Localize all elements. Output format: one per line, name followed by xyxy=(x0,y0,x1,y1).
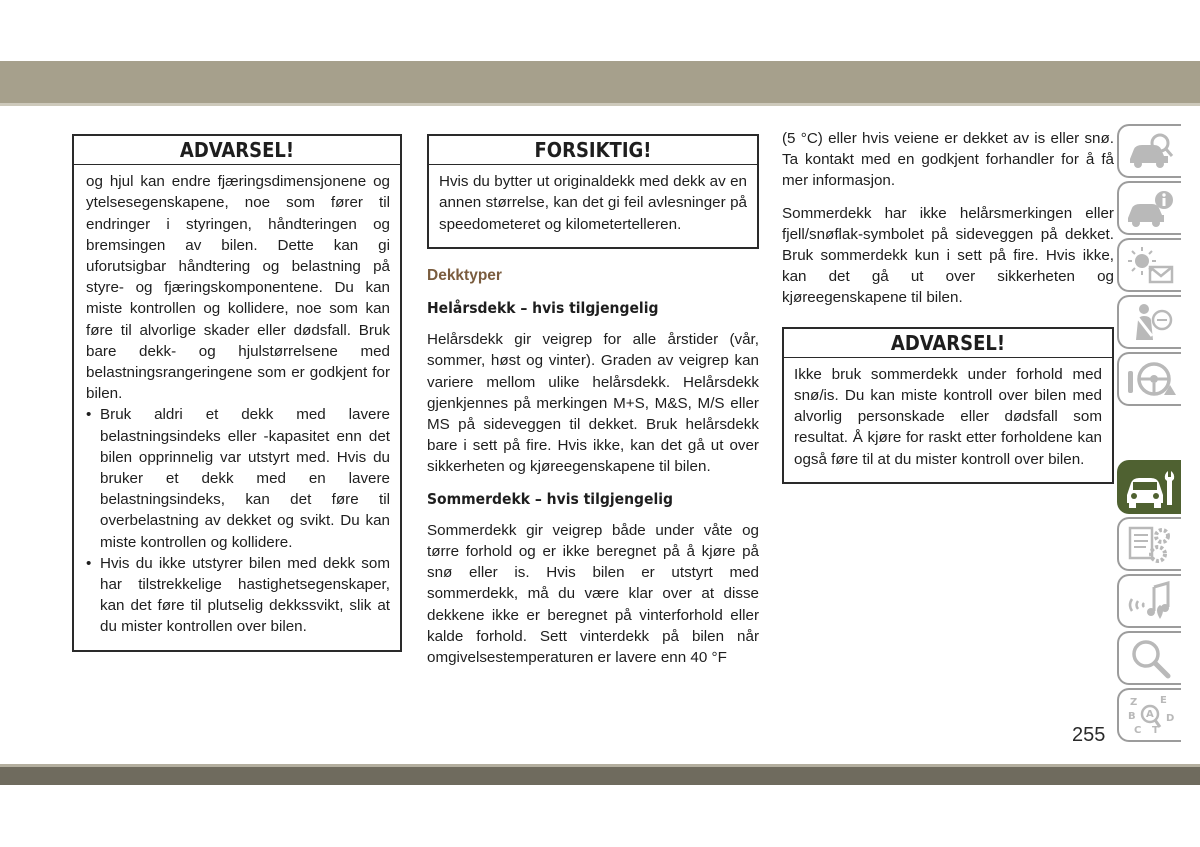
allseason-paragraph: Helårsdekk gir veigrep for alle årstider (vår, sommer, høst og vinter). Graden av veigrep kan variere mellom ulike helårsdekk. Helårsdekk gjenkjennes på merkingen M+S, M&S, M/S eller MS på sideveggen til dekket. Bruk helårsdekk bare i sett på fire. Hvis ikke, kan det gå ut over sikkerheten og kjøreegenskapene til bilen. xyxy=(427,331,759,476)
tab-car-magnifier[interactable] xyxy=(1117,124,1181,178)
svg-text:B: B xyxy=(1128,711,1136,722)
footer-band xyxy=(0,767,1200,785)
svg-text:T: T xyxy=(1152,725,1159,736)
warning-text: Ikke bruk sommerdekk under forhold med snø/is. Du kan miste kontroll over bilen med alvorlig personskade eller dødsfall som resultat. Å kjøre for raskt etter forholdene kan også føre til at du mister kontroll over bilen. xyxy=(794,365,1102,468)
tab-search[interactable] xyxy=(1117,631,1181,685)
warning-lights-icon xyxy=(1124,243,1176,287)
warning-bullet: • Bruk aldri et dekk med lavere belastningsindeks eller -kapasitet enn det bilen opprinnelig var utstyrt med. Hvis du bruker et dekk med en lavere belastningsindeks, kan det føre til overbelastning av dekket og svikt. Du kan miste kontrollen og kollidere. xyxy=(86,404,390,552)
alphabet-index-icon xyxy=(1124,693,1176,737)
warning-title: ADVARSEL! xyxy=(784,329,1112,358)
car-magnifier-icon xyxy=(1124,129,1176,173)
svg-text:D: D xyxy=(1166,713,1175,724)
page-number: 255 xyxy=(1072,724,1106,746)
column-3 xyxy=(782,128,1114,484)
warning-box-2 xyxy=(782,327,1114,484)
svg-text:Z: Z xyxy=(1130,697,1138,708)
allseason-heading: Helårsdekk – hvis tilgjengelig xyxy=(427,299,659,318)
tab-car-wrench-active[interactable] xyxy=(1117,460,1181,514)
tab-steering-wheel[interactable] xyxy=(1117,352,1181,406)
warning-continuation-text: og hjul kan endre fjæringsdimensjonene og ytelsesegenskapene, noe som fører til endringer i styringen, håndteringen og bremsingen av bilen. Dette kan gi uforutsigbar håndtering og belastning på styre- og fjæringskomponentene. Du kan miste kontrollen og kollidere, noe som kan føre til alvorlige skader eller dødsfall. Bruk bare dekk- og hjulstørrelsene med belastningsrangeringene som er godkjent for bilen. xyxy=(86,173,390,403)
search-magnifier-icon xyxy=(1124,636,1176,680)
tab-multimedia[interactable] xyxy=(1117,574,1181,628)
specifications-gear-icon xyxy=(1124,522,1176,566)
tab-index[interactable] xyxy=(1117,688,1181,742)
warning-box-1 xyxy=(72,134,402,652)
tab-car-info[interactable] xyxy=(1117,181,1181,235)
svg-text:E: E xyxy=(1160,695,1167,706)
car-info-icon xyxy=(1124,186,1176,230)
steering-wheel-icon xyxy=(1124,357,1176,401)
column-1 xyxy=(72,134,402,652)
tab-warning-lights[interactable] xyxy=(1117,238,1181,292)
car-wrench-icon xyxy=(1124,465,1176,509)
caution-text: Hvis du bytter ut originaldekk med dekk av en annen størrelse, kan det gi feil avlesninger på speedometeret og kilometertelleren. xyxy=(439,173,747,233)
tab-specifications[interactable] xyxy=(1117,517,1181,571)
svg-text:C: C xyxy=(1134,725,1142,736)
summer-marking-paragraph: Sommerdekk har ikke helårsmerkingen eller fjell/snøflak-symbolet på sideveggen på dekket. Bruk sommerdekk kun i sett på fire. Hvis ikke, kan det gå ut over sikkerheten og kjøreegenskapene til bilen. xyxy=(782,204,1114,307)
warning-title: ADVARSEL! xyxy=(74,136,400,165)
header-band xyxy=(0,61,1200,103)
summer-paragraph: Sommerdekk gir veigrep både under våte og tørre forhold og er ikke beregnet på å kjøre på snø eller is. Hvis bilen er utstyrt med sommerdekk, må du være klar over at disse dekkene ikke er beregnet på vinterforhold eller kalde forhold. Sett vinterdekk på bilen når omgivelsestemperaturen er lavere enn 40 °F xyxy=(427,521,759,667)
column-2 xyxy=(427,134,759,679)
caution-body xyxy=(429,165,757,247)
tab-seatbelt-airbag[interactable] xyxy=(1117,295,1181,349)
warning-body xyxy=(784,358,1112,482)
seatbelt-airbag-icon xyxy=(1124,300,1176,344)
continuation-paragraph: (5 °C) eller hvis veiene er dekket av is eller snø. Ta kontakt med en godkjent forhandler for å få mer informasjon. xyxy=(782,130,1114,190)
warning-bullet: • Hvis du ikke utstyrer bilen med dekk som har tilstrekkelige hastighetsegenskaper, kan det føre til plutselig dekkssvikt, slik at du mister kontrollen over bilen. xyxy=(86,553,390,638)
section-title: Dekktyper xyxy=(427,266,502,284)
header-band-line xyxy=(0,103,1200,106)
warning-body xyxy=(74,165,400,649)
multimedia-music-icon xyxy=(1124,579,1176,623)
caution-title: FORSIKTIG! xyxy=(429,136,757,165)
warning-bullet-list xyxy=(86,404,390,637)
svg-text:A: A xyxy=(1146,709,1154,720)
summer-heading: Sommerdekk – hvis tilgjengelig xyxy=(427,489,673,508)
caution-box xyxy=(427,134,759,249)
